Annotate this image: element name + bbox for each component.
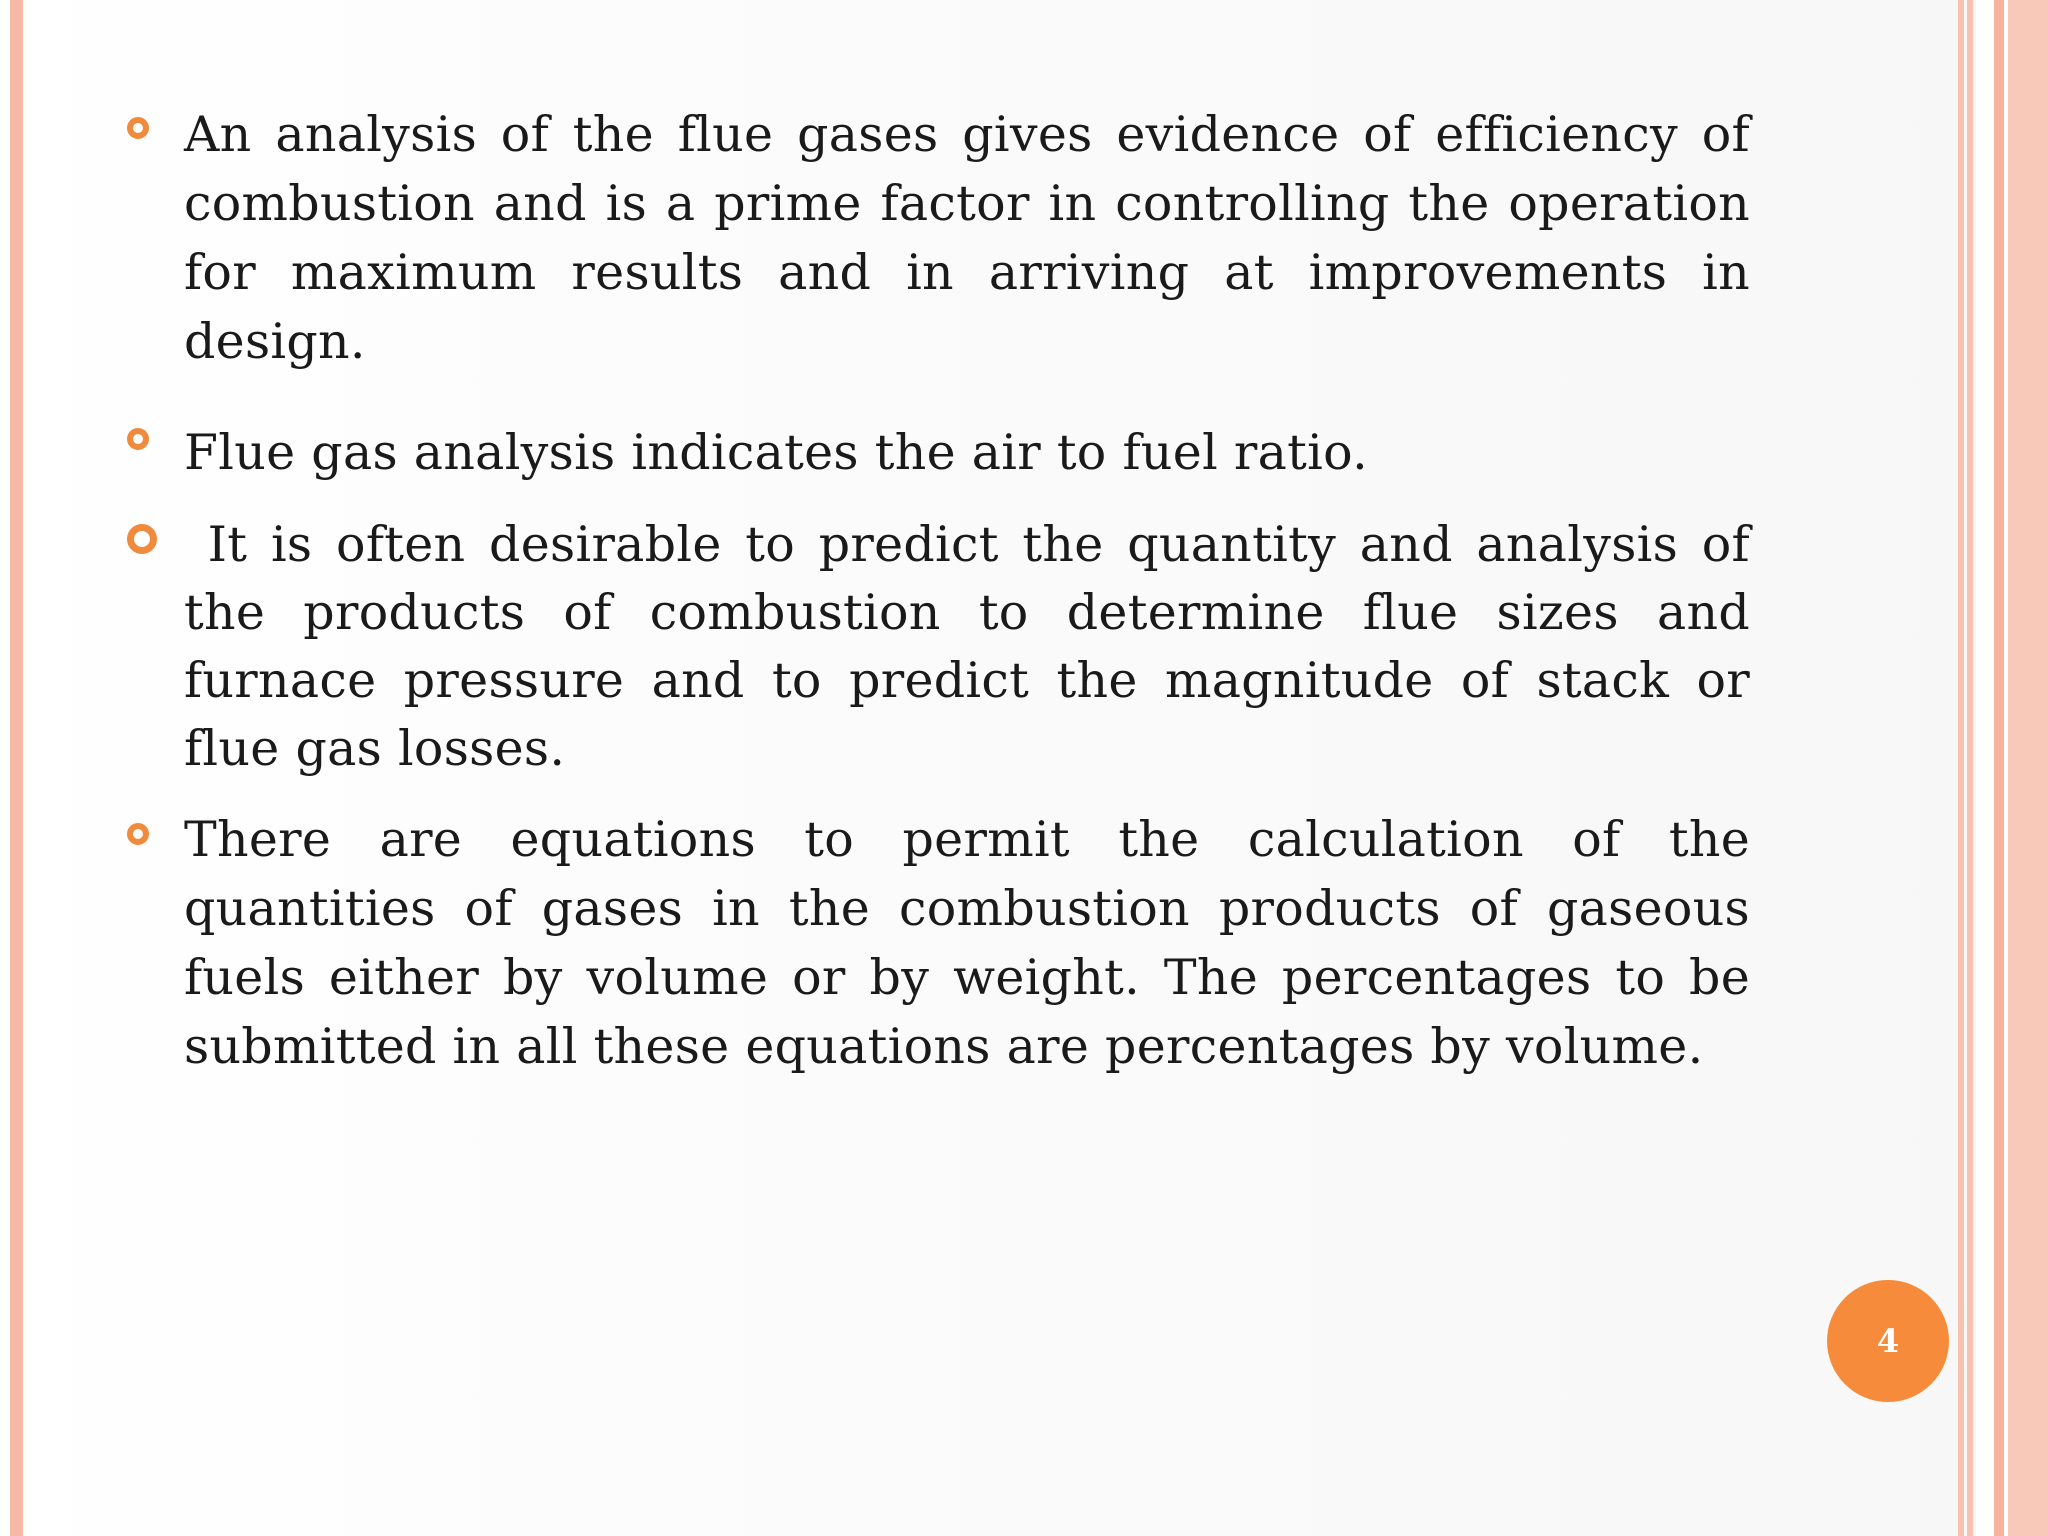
- bullet-circle-icon: [127, 428, 149, 450]
- bullet-text-4: There are equations to permit the calculation of the quantities of gases in the combustion products of gaseous fuels either by volume or by weight. The percentages to be submitted in all these equations are percentages by volume.: [184, 811, 1750, 1075]
- bullet-circle-icon: [127, 823, 149, 845]
- page-number-badge: 4: [1827, 1280, 1949, 1402]
- bullet-text-2: Flue gas analysis indicates the air to fuel ratio.: [184, 424, 1368, 481]
- bullet-circle-icon: [127, 524, 157, 554]
- bullet-circle-icon: [127, 117, 149, 139]
- bullet-text-3: It is often desirable to predict the quantity and analysis of the products of combustion to determine flue sizes and furnace pressure and to predict the magnitude of stack or flue gas losses.: [184, 516, 1766, 777]
- bullet-text-1: An analysis of the flue gases gives evidence of efficiency of combustion and is a prime factor in controlling the operation for maximum results and in arriving at improvements in design.: [184, 106, 1750, 370]
